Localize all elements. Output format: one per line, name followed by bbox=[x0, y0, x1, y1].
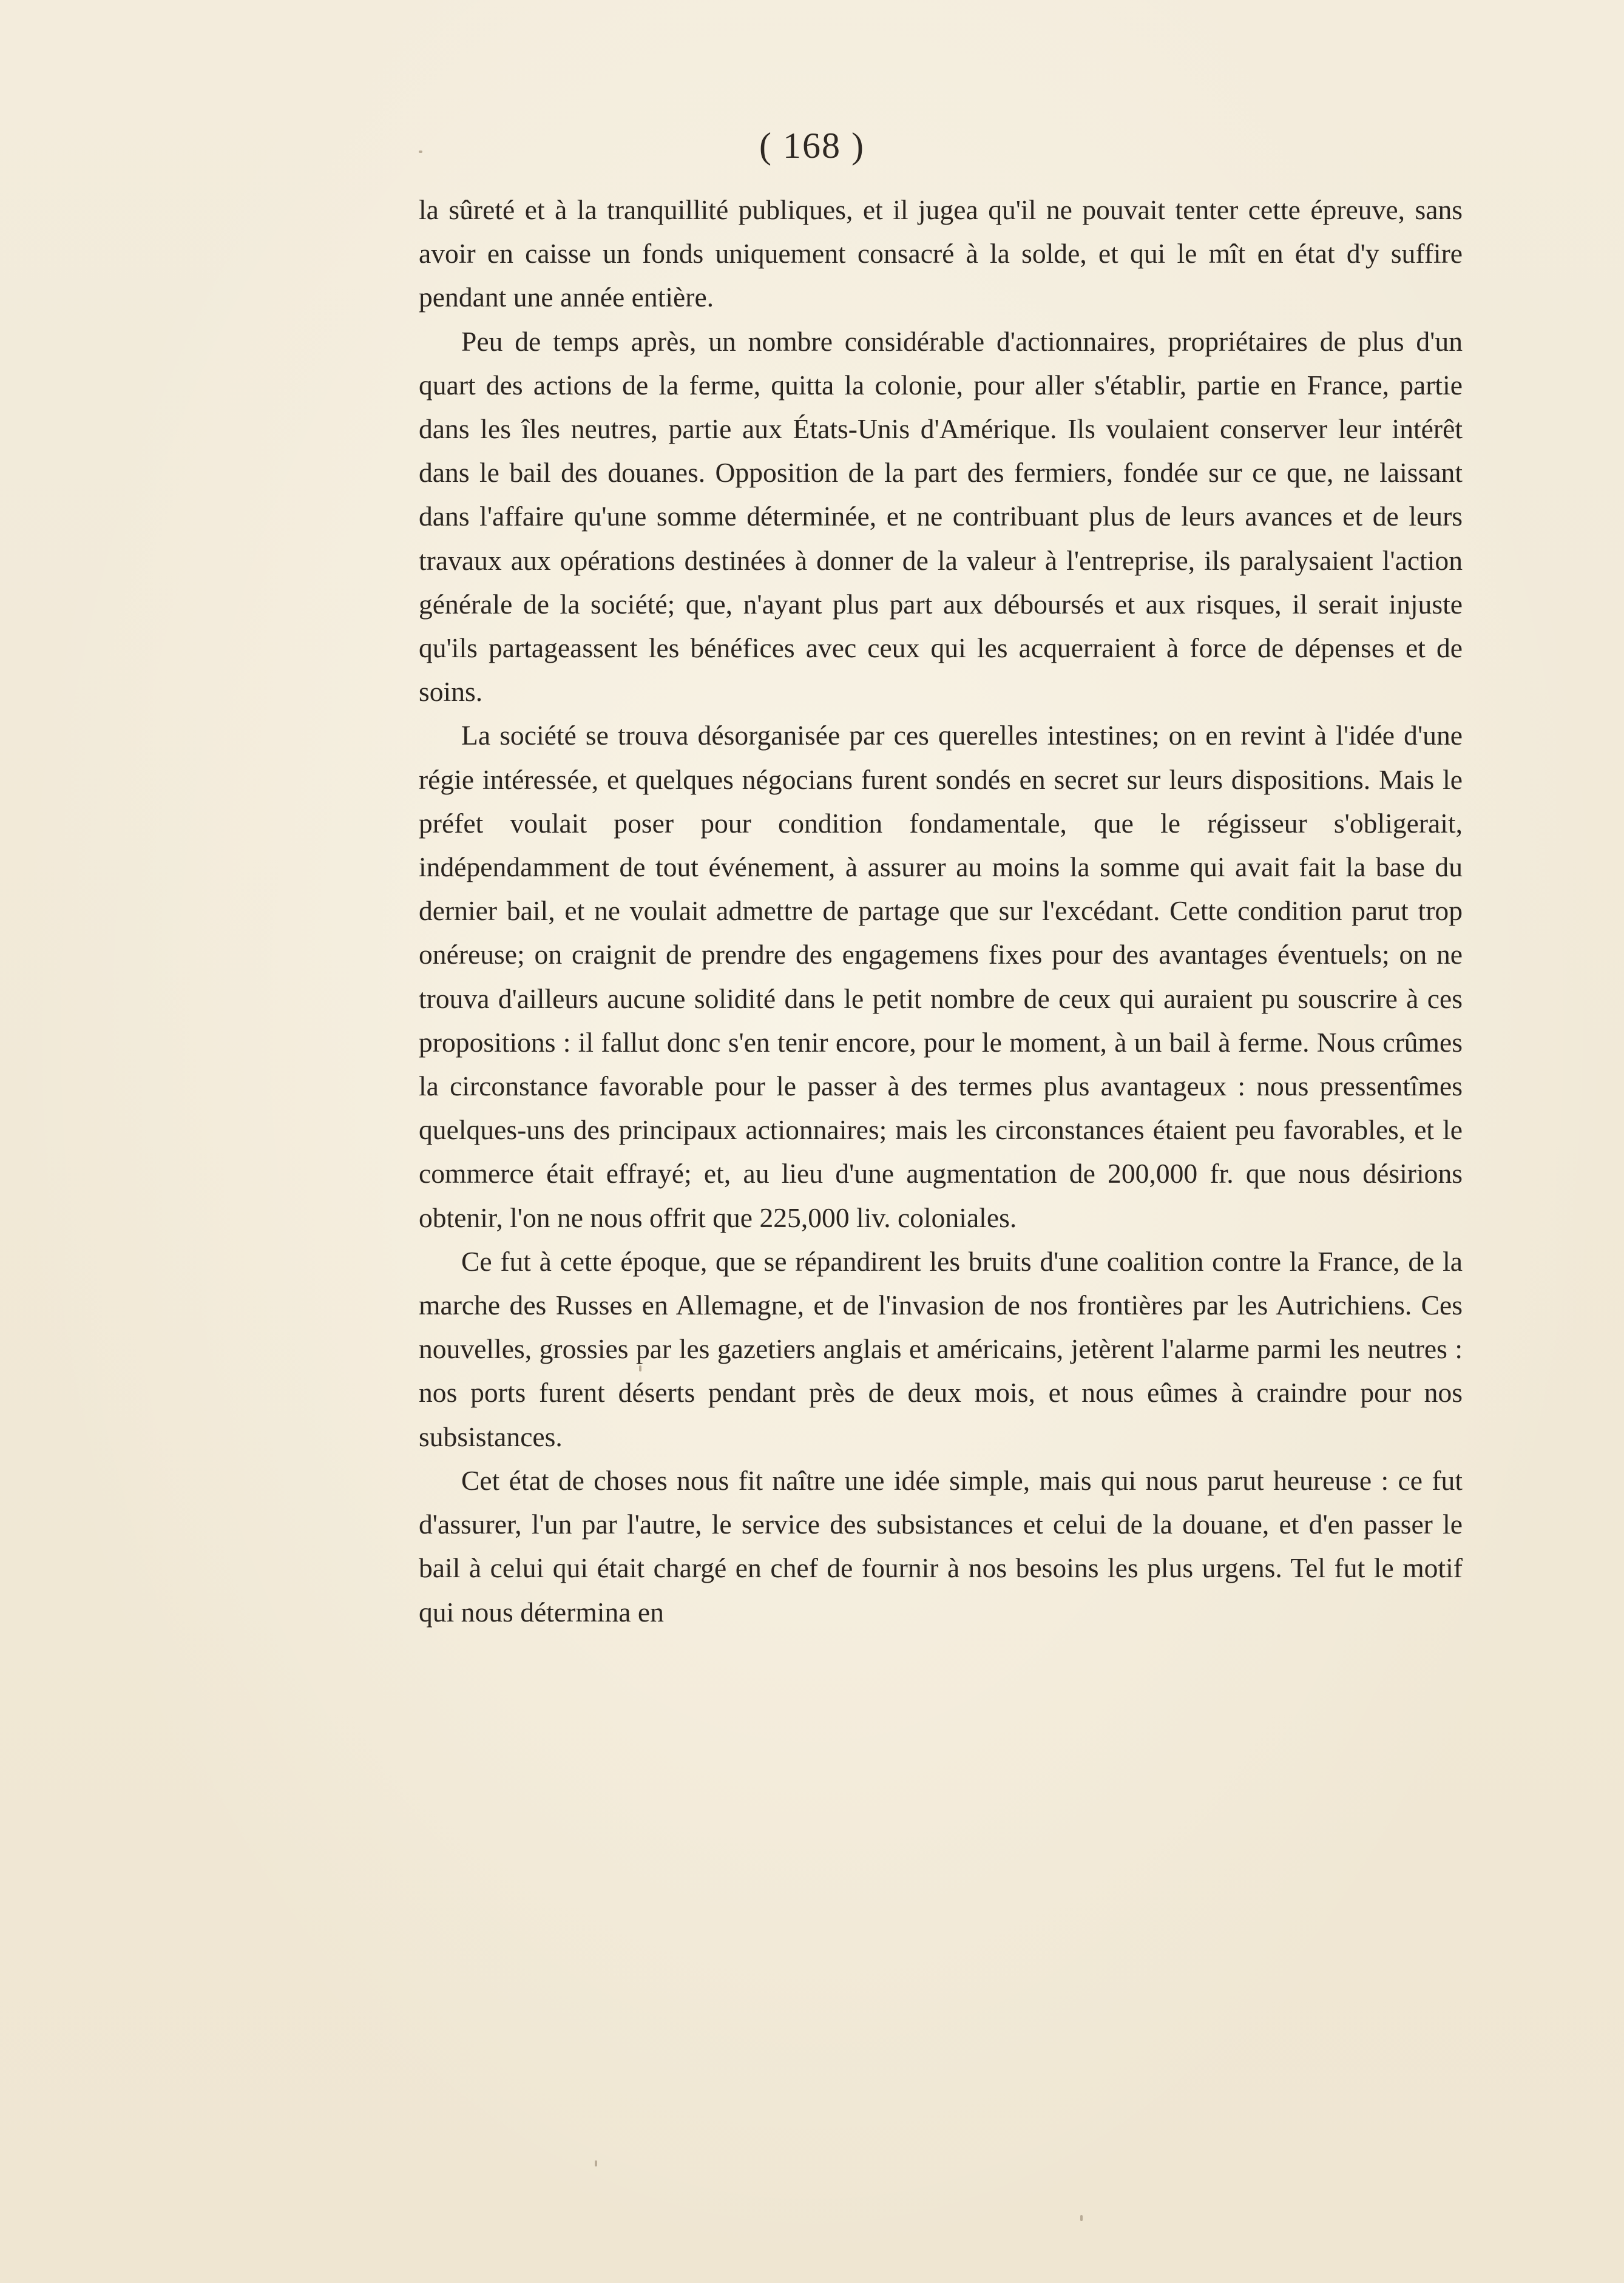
paper-speck bbox=[639, 1365, 641, 1371]
paragraph-3: La société se trouva désorganisée par ces querelles intestines; on en revint à l'idée d'une régie intéressée, et quelques négocians furent sondés en secret sur leurs dispositions. Mais le préfet voulait poser pour condition fondamentale, que le régisseur s'obligerait, indépendamment de tout événement, à assurer au moins la somme qui avait fait la base du dernier bail, et ne voulait admettre de partage que sur l'excédant. Cette condition parut trop onéreuse; on craignit de prendre des engagemens fixes pour des avantages éventuels; on ne trouva d'ailleurs aucune solidité dans le petit nombre de ceux qui auraient pu souscrire à ces propositions : il fallut donc s'en tenir encore, pour le moment, à un bail à ferme. Nous crûmes la circonstance favorable pour le passer à des termes plus avantageux : nous pressentîmes quelques-uns des principaux actionnaires; mais les circonstances étaient peu favorables, et le commerce était effrayé; et, au lieu d'une augmentation de 200,000 fr. que nous désirions obtenir, l'on ne nous offrit que 225,000 liv. coloniales. bbox=[419, 720, 1463, 1233]
paragraph-2: Peu de temps après, un nombre considérable d'actionnaires, propriétaires de plus d'un quart des actions de la ferme, quitta la colonie, pour aller s'établir, partie en France, partie dans les îles neutres, partie aux États-Unis d'Amérique. Ils voulaient conserver leur intérêt dans le bail des douanes. Opposition de la part des fermiers, fondée sur ce que, ne laissant dans l'affaire qu'une somme déterminée, et ne contribuant plus de leurs avances et de leurs travaux aux opérations destinées à donner de la valeur à l'entreprise, ils paralysaient l'action générale de la société; que, n'ayant plus part aux déboursés et aux risques, il serait injuste qu'ils partageassent les bénéfices avec ceux qui les acquerraient à force de dépenses et de soins. bbox=[419, 325, 1463, 708]
paper-speck bbox=[595, 2160, 597, 2166]
paragraph-1: la sûreté et à la tranquillité publiques, et il jugea qu'il ne pouvait tenter cette épreuve, sans avoir en caisse un fonds uniquement consacré à la solde, et qui le mît en état d'y suffire pendant une année entière. bbox=[419, 194, 1463, 313]
paragraph-5: Cet état de choses nous fit naître une idée simple, mais qui nous parut heureuse : ce fut d'assurer, l'un par l'autre, le service des subsistances et celui de la douane, et d'en passer le bail à celui qui était chargé en chef de fournir à nos besoins les plus urgens. Tel fut le motif qui nous détermina en bbox=[419, 1464, 1463, 1628]
page-body bbox=[419, 188, 1463, 1634]
page-number: ( 168 ) bbox=[759, 126, 865, 166]
paragraph-4: Ce fut à cette époque, que se répandirent les bruits d'une coalition contre la France, de la marche des Russes en Allemagne, et de l'invasion de nos frontières par les Autrichiens. Ces nouvelles, grossies par les gazetiers anglais et américains, jetèrent l'alarme parmi les neutres : nos ports furent déserts pendant près de deux mois, et nous eûmes à craindre pour nos subsistances. bbox=[419, 1245, 1463, 1452]
paper-speck bbox=[419, 151, 422, 153]
paper-speck bbox=[1080, 2215, 1083, 2221]
